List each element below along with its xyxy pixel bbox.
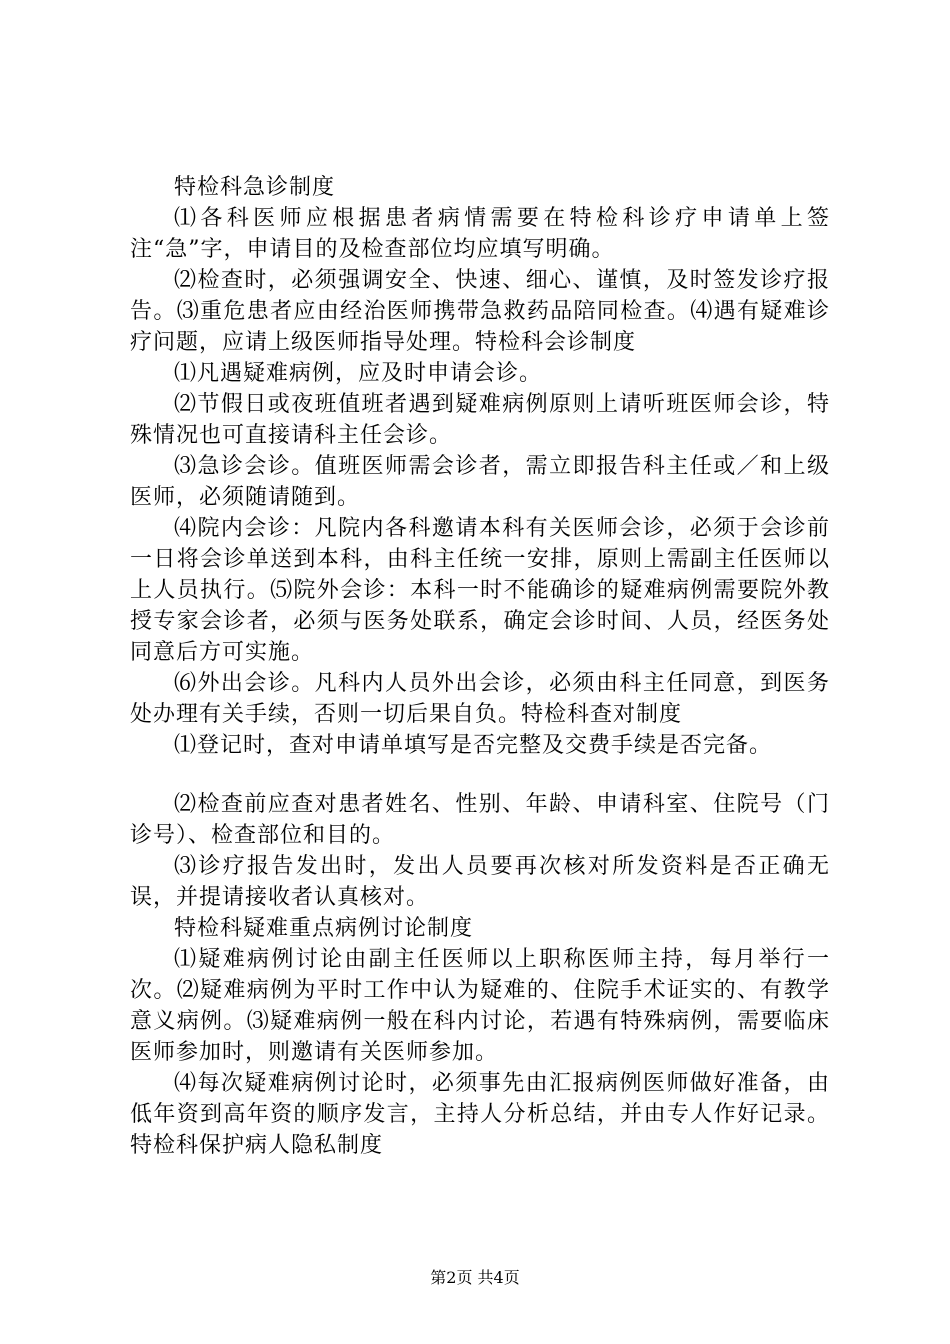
paragraph: ⑷每次疑难病例讨论时，必须事先由汇报病例医师做好准备，由低年资到高年资的顺序发言，主持人分析总结，并由专人作好记录。特检科保护病人隐私制度 [130, 1071, 830, 1158]
paragraph: ⑶诊疗报告发出时，发出人员要再次核对所发资料是否正确无误，并提请接收者认真核对。 [130, 854, 830, 910]
paragraph: ⑶急诊会诊。值班医师需会诊者，需立即报告科主任或／和上级医师，必须随请随到。 [130, 454, 830, 510]
section-heading-difficult-cases: 特检科疑难重点病例讨论制度 [174, 916, 474, 941]
paragraph: ⑴各科医师应根据患者病情需要在特检科诊疗申请单上签注“急”字，申请目的及检查部位均应填写明确。 [130, 206, 830, 262]
document-body [130, 172, 830, 1161]
paragraph: ⑴登记时，查对申请单填写是否完整及交费手续是否完备。 [174, 733, 773, 758]
paragraph: ⑵检查前应查对患者姓名、性别、年龄、申请科室、住院号（门诊号）、检查部位和目的。 [130, 792, 830, 848]
paragraph: ⑵节假日或夜班值班者遇到疑难病例原则上请听班医师会诊，特殊情况也可直接请科主任会诊。 [130, 392, 830, 448]
paragraph: ⑴凡遇疑难病例，应及时申请会诊。 [174, 361, 543, 386]
paragraph: ⑵检查时，必须强调安全、快速、细心、谨慎，及时签发诊疗报告。⑶重危患者应由经治医师携带急救药品陪同检查。⑷遇有疑难诊疗问题，应请上级医师指导处理。特检科会诊制度 [130, 268, 830, 355]
paragraph: ⑹外出会诊。凡科内人员外出会诊，必须由科主任同意，到医务处办理有关手续，否则一切后果自负。特检科查对制度 [130, 671, 830, 727]
section-heading-emergency: 特检科急诊制度 [174, 175, 336, 200]
paragraph: ⑴疑难病例讨论由副主任医师以上职称医师主持，每月举行一次。⑵疑难病例为平时工作中认为疑难的、住院手术证实的、有教学意义病例。⑶疑难病例一般在科内讨论，若遇有特殊病例，需要临床医师参加时，则邀请有关医师参加。 [130, 947, 830, 1065]
page-number-footer: 第2页 共4页 [430, 1268, 520, 1287]
paragraph: ⑷院内会诊：凡院内各科邀请本科有关医师会诊，必须于会诊前一日将会诊单送到本科，由科主任统一安排，原则上需副主任医师以上人员执行。⑸院外会诊：本科一时不能确诊的疑难病例需要院外教授专家会诊者，必须与医务处联系，确定会诊时间、人员，经医务处同意后方可实施。 [130, 516, 830, 665]
